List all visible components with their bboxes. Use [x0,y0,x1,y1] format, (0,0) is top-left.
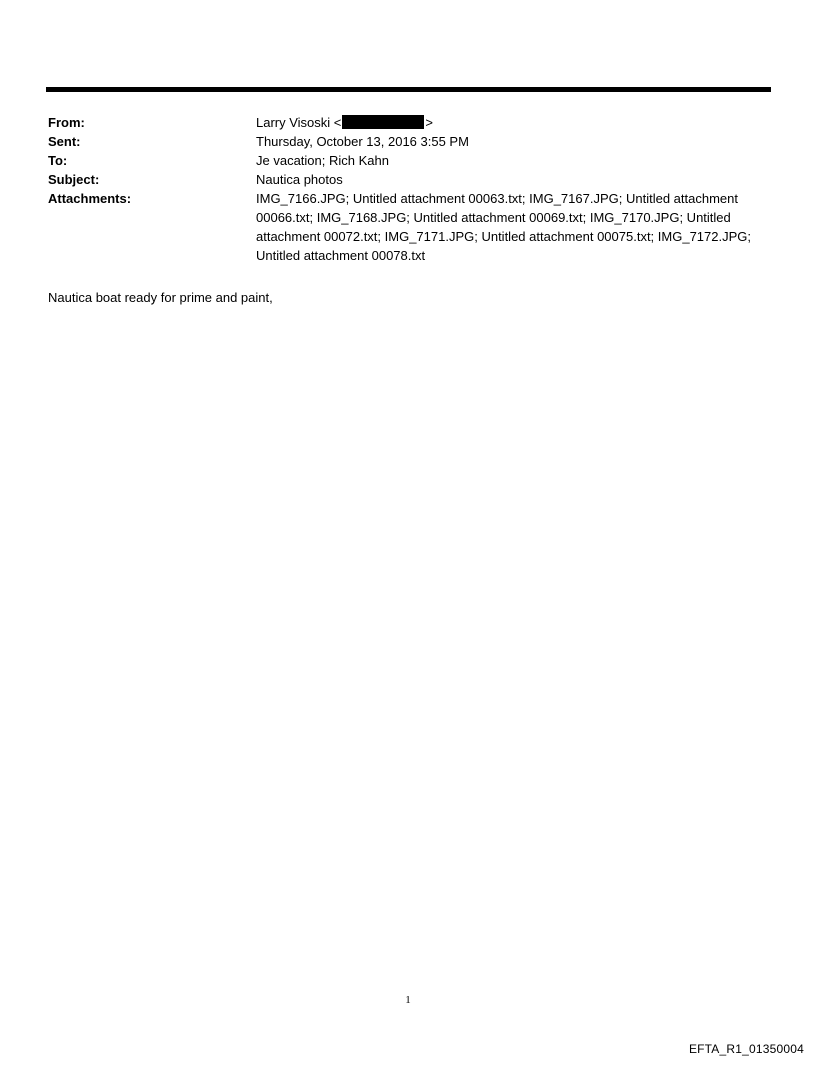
sender-name: Larry Visoski < [256,115,342,130]
from-row [48,113,768,132]
attachments-row [48,189,768,265]
page-number: 1 [405,994,411,1006]
sent-label: Sent: [48,134,81,149]
email-header [48,113,768,265]
subject-value: Nautica photos [256,172,343,187]
document-id: EFTA_R1_01350004 [688,1042,804,1056]
sender-close: > [425,115,433,130]
attachments-value: IMG_7166.JPG; Untitled attachment 00063.txt; IMG_7167.JPG; Untitled attachment 00066.txt; IMG_7168.JPG; Untitled attachment 00069.txt; IMG_7170.JPG; Untitled attachment 00072.txt; IMG_7171.JPG; Untitled attachment 00075.txt; IMG_7172.JPG; Untitled attachment 00078.txt [256,191,751,263]
from-label: From: [48,115,85,130]
sent-value: Thursday, October 13, 2016 3:55 PM [256,134,469,149]
to-label: To: [48,153,68,168]
subject-row [48,170,768,189]
header-divider [46,87,771,92]
from-value [256,113,768,132]
email-body: Nautica boat ready for prime and paint, [48,290,273,305]
subject-label: Subject: [48,172,100,187]
to-value: Je vacation; Rich Kahn [256,153,389,168]
sent-row [48,132,768,151]
attachments-label: Attachments: [48,191,132,206]
to-row [48,151,768,170]
redaction-box [342,115,424,129]
